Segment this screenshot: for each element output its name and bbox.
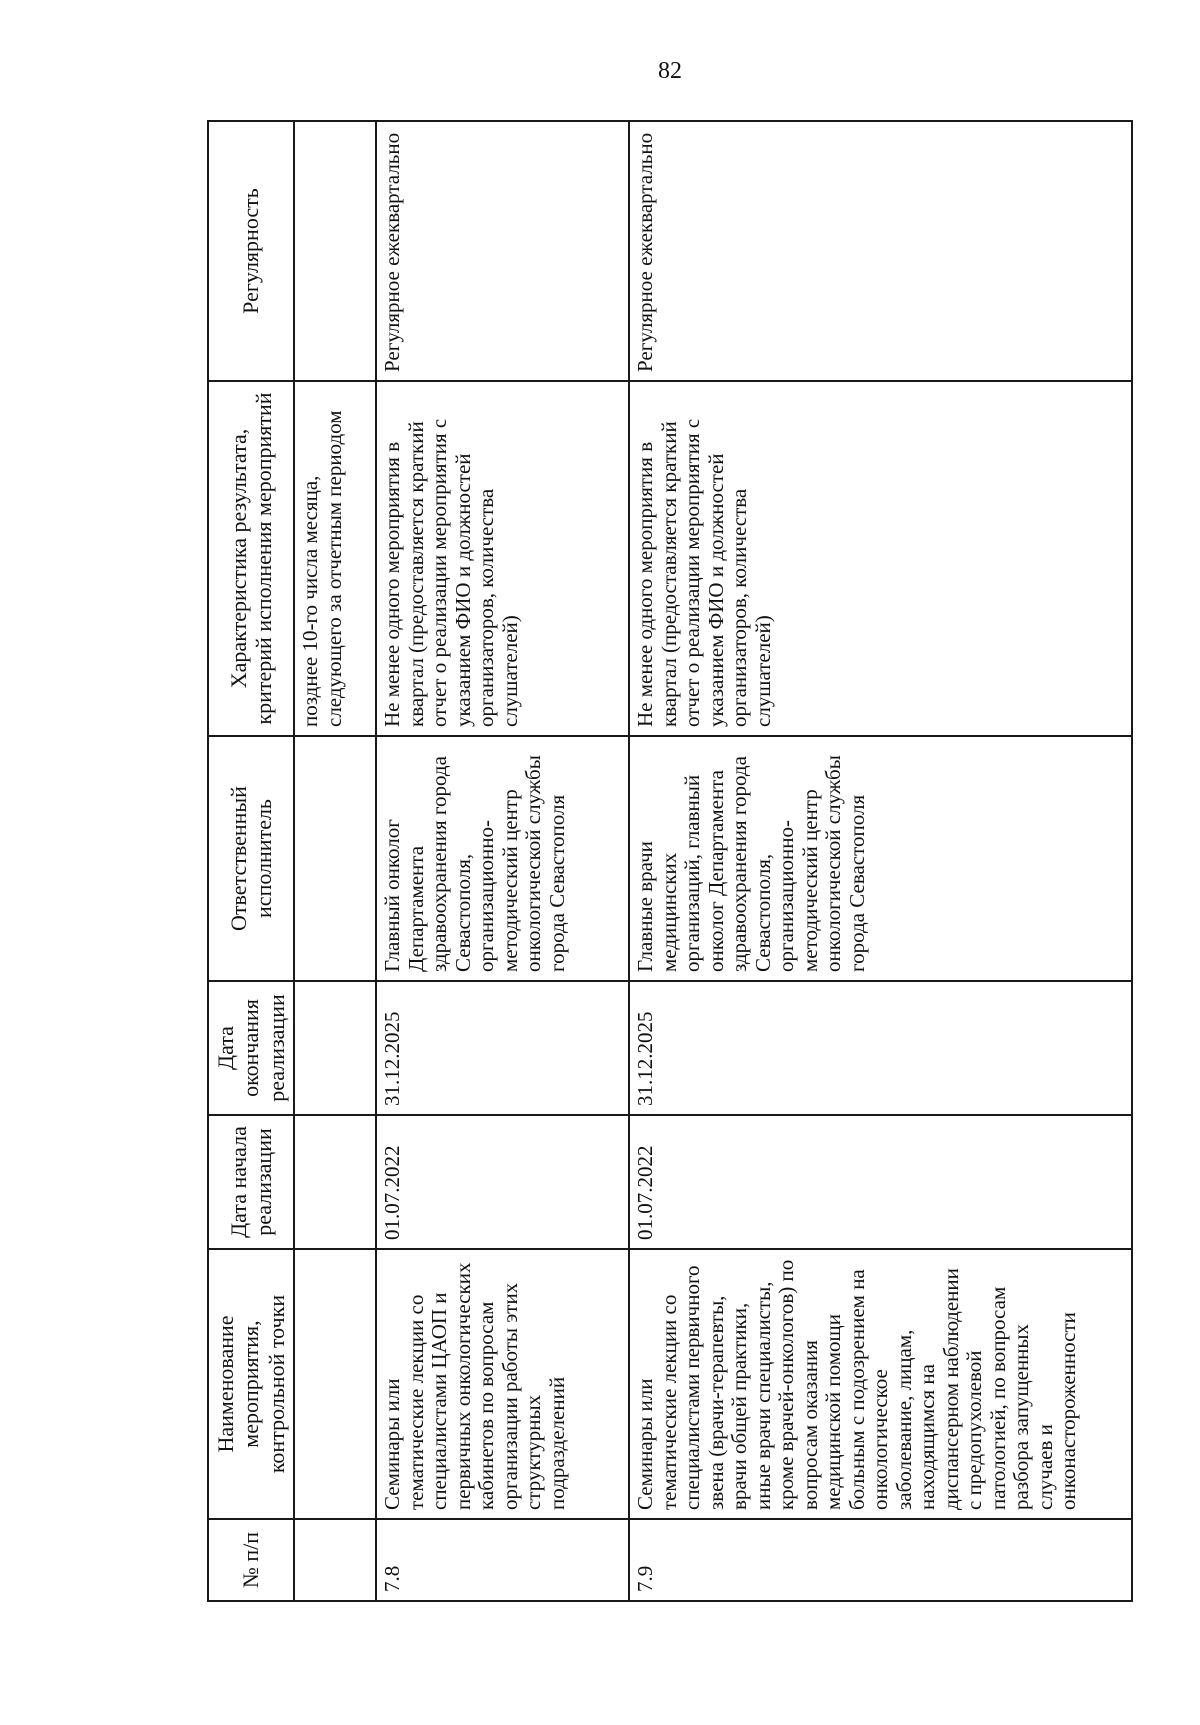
cell-start-date: 01.07.2022: [629, 1115, 1132, 1249]
cell-start-date: [294, 1115, 376, 1249]
cell-name: [294, 1249, 376, 1519]
cell-result: Не менее одного мероприятия в квартал (предоставляется краткий отчет о реализации мероприятия с указанием ФИО и должностей организаторов, количества слушателей): [629, 381, 1132, 736]
cell-number: [294, 1519, 376, 1601]
header-start-date: Дата начала реализации: [208, 1115, 294, 1249]
cell-name: Семинары или тематические лекции со специалистами первичного звена (врачи-терапевты, врачи общей практики, иные врачи специалисты, кроме врачей-онкологов) по вопросам оказания медицинской помощи больным с подозрением на онкологическое заболевание, лицам, находящимся на диспансерном наблюдении с предопухолевой патологией, по вопросам разбора запущенных случаев и онконастороженности: [629, 1249, 1132, 1519]
header-result: Характеристика результата, критерий исполнения мероприятий: [208, 381, 294, 736]
cell-regularity: [294, 121, 376, 381]
header-responsible: Ответственный исполнитель: [208, 736, 294, 981]
cell-responsible: Главные врачи медицинских организаций, главный онколог Департамента здравоохранения города Севастополя, организационно-методический центр онкологической службы города Севастополя: [629, 736, 1132, 981]
cell-end-date: 31.12.2025: [629, 981, 1132, 1115]
table-row: [376, 121, 629, 1601]
cell-end-date: [294, 981, 376, 1115]
table-row: [629, 121, 1132, 1601]
header-end-date: Дата окончания реализации: [208, 981, 294, 1115]
cell-name: Семинары или тематические лекции со специалистами ЦАОП и первичных онкологических кабинетов по вопросам организации работы этих структурных подразделений: [376, 1249, 629, 1519]
rotated-table-container: [207, 122, 1133, 1602]
cell-responsible: Главный онколог Департамента здравоохранения города Севастополя, организационно-методический центр онкологической службы города Севастополя: [376, 736, 629, 981]
cell-result: Не менее одного мероприятия в квартал (предоставляется краткий отчет о реализации мероприятия с указанием ФИО и должностей организаторов, количества слушателей): [376, 381, 629, 736]
table-header-row: [208, 121, 294, 1601]
rotated-table: [207, 122, 1133, 1602]
activities-table: [207, 120, 1133, 1602]
page-number: 82: [658, 58, 682, 84]
table-row-continuation: [294, 121, 376, 1601]
header-name: Наименование мероприятия, контрольной точки: [208, 1249, 294, 1519]
cell-result: позднее 10-го числа месяца, следующего за отчетным периодом: [294, 381, 376, 736]
cell-start-date: 01.07.2022: [376, 1115, 629, 1249]
header-regularity: Регулярность: [208, 121, 294, 381]
cell-number: 7.8: [376, 1519, 629, 1601]
cell-regularity: Регулярное ежеквартально: [376, 121, 629, 381]
cell-responsible: [294, 736, 376, 981]
cell-regularity: Регулярное ежеквартально: [629, 121, 1132, 381]
cell-end-date: 31.12.2025: [376, 981, 629, 1115]
cell-number: 7.9: [629, 1519, 1132, 1601]
header-number: № п/п: [208, 1519, 294, 1601]
